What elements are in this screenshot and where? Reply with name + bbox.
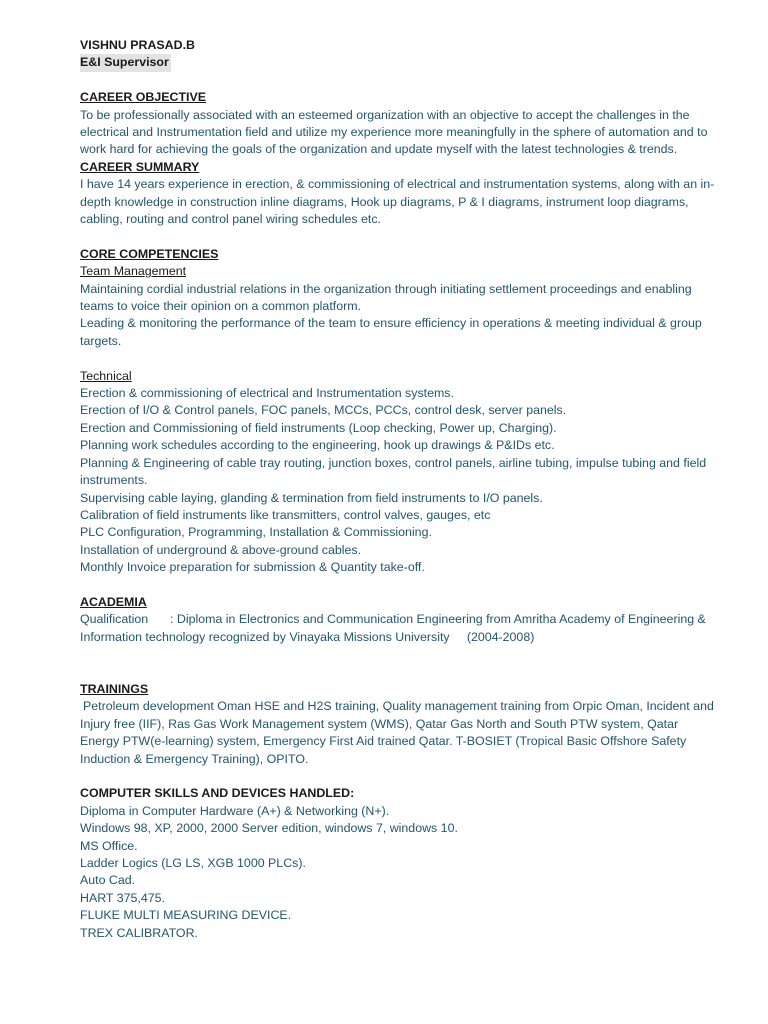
career-objective-heading: CAREER OBJECTIVE <box>80 90 206 105</box>
skill-item: Auto Cad. <box>80 873 136 888</box>
technical-item: Supervising cable laying, glanding & termination from field instruments to I/O panels. <box>80 490 543 505</box>
spacer <box>80 646 720 681</box>
technical-item: Calibration of field instruments like transmitters, control valves, gauges, etc <box>80 507 491 522</box>
team-management-heading: Team Management <box>80 264 187 279</box>
qualification-text: : Diploma in Electronics and Communication Engineering from Amritha Academy of Engineering & Information technology recognized by Vinayaka Missions University <box>80 612 706 644</box>
computer-skills-heading: COMPUTER SKILLS AND DEVICES HANDLED: <box>80 786 355 801</box>
technical-item: Erection of I/O & Control panels, FOC panels, MCCs, PCCs, control desk, server panels. <box>80 403 567 418</box>
technical-heading: Technical <box>80 368 132 383</box>
skill-item: Windows 98, XP, 2000, 2000 Server edition, windows 7, windows 10. <box>80 821 458 836</box>
technical-item: Planning work schedules according to the engineering, hook up drawings & P&IDs etc. <box>80 438 555 453</box>
candidate-name: VISHNU PRASAD.B <box>80 38 195 52</box>
spacer <box>80 228 720 245</box>
skill-item: FLUKE MULTI MEASURING DEVICE. <box>80 908 292 923</box>
technical-item: Planning & Engineering of cable tray routing, junction boxes, control panels, airline tubing, impulse tubing and field instruments. <box>80 455 707 488</box>
qualification-years: (2004-2008) <box>466 629 535 644</box>
skill-item: MS Office. <box>80 838 138 853</box>
spacer <box>80 577 720 594</box>
trainings-text: Petroleum development Oman HSE and H2S training, Quality management training from Orpic Oman, Incident and Injury free (IIF), Ras Gas Work Management system (WMS), Qatar Gas North and South PTW system, Qatar Energy PTW(e-learning) system, Emergency First Aid trained Qatar. T-BOSIET (Tropical Basic Offshore Safety Induction & Emergency Training), OPITO. <box>80 699 714 766</box>
team-management-item: Leading & monitoring the performance of the team to ensure efficiency in operations & meeting individual & group targets. <box>80 316 702 348</box>
trainings-heading: TRAININGS <box>80 681 149 696</box>
qualification-label: Qualification <box>80 612 149 627</box>
spacer <box>80 72 720 89</box>
resume-content <box>80 37 720 942</box>
technical-item: Monthly Invoice preparation for submission & Quantity take-off. <box>80 560 425 575</box>
technical-item: Erection & commissioning of electrical and Instrumentation systems. <box>80 386 454 401</box>
job-title: E&I Supervisor <box>80 54 171 71</box>
skill-item: HART 375,475. <box>80 890 165 905</box>
spacer <box>80 350 720 367</box>
skill-item: TREX CALIBRATOR. <box>80 925 198 940</box>
career-summary-heading: CAREER SUMMARY <box>80 159 200 174</box>
skill-item: Ladder Logics (LG LS, XGB 1000 PLCs). <box>80 856 306 870</box>
skill-item: Diploma in Computer Hardware (A+) & Networking (N+). <box>80 803 390 818</box>
technical-item: Erection and Commissioning of field instruments (Loop checking, Power up, Charging). <box>80 420 557 435</box>
team-management-item: Maintaining cordial industrial relations in the organization through initiating settlement proceedings and enabling teams to voice their opinion on a common platform. <box>80 281 692 314</box>
academia-heading: ACADEMIA <box>80 594 147 609</box>
qualification-entry <box>80 611 720 646</box>
career-summary-text: I have 14 years experience in erection, & commissioning of electrical and instrumentation systems, along with an in-depth knowledge in construction inline diagrams, Hook up diagrams, P & I diagrams, instrument loop diagrams, cabling, routing and control panel wiring schedules etc. <box>80 177 715 227</box>
career-objective-text: To be professionally associated with an esteemed organization with an objective to accept the challenges in the electrical and Instrumentation field and utilize my experience more meaningfully in the sphere of automation and to work hard for achieving the goals of the organization and update myself with the latest technologies & trends. <box>80 107 708 157</box>
core-competencies-heading: CORE COMPETENCIES <box>80 246 219 261</box>
technical-item: Installation of underground & above-ground cables. <box>80 542 362 557</box>
spacer <box>80 768 720 785</box>
technical-item: PLC Configuration, Programming, Installation & Commissioning. <box>80 525 432 540</box>
